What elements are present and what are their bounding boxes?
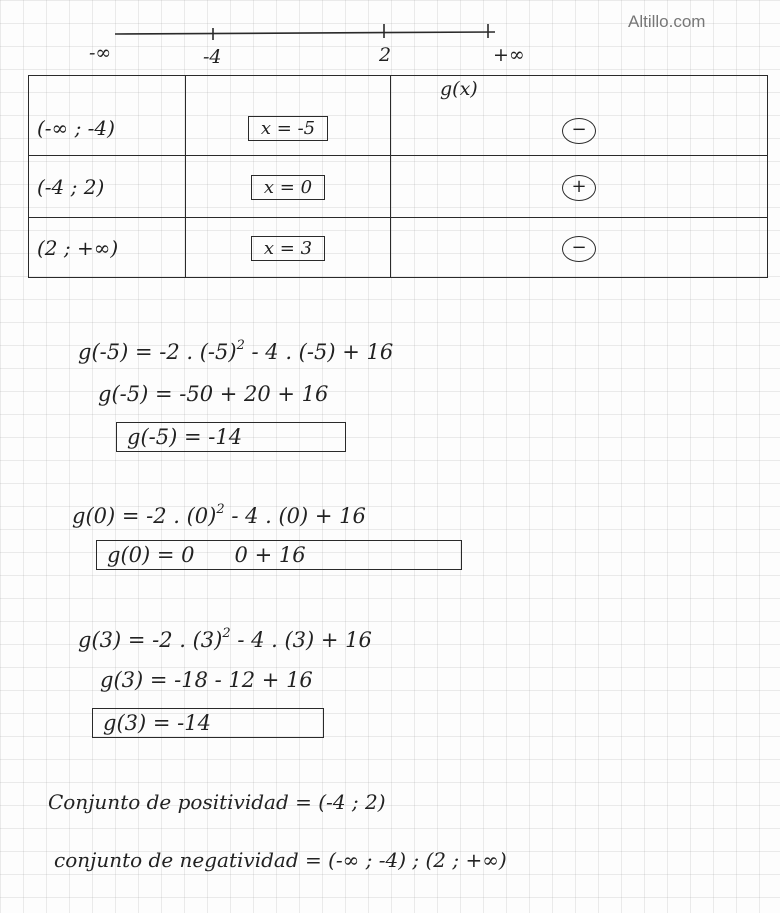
sign-table (28, 75, 768, 278)
result-box: g(3) = -14 (92, 708, 324, 738)
calc-expression: g(-5) = -2 . (-5) (78, 340, 237, 364)
interval-label: (-4 ; 2) (37, 174, 105, 199)
sign-cell (391, 218, 768, 278)
calc-line (72, 504, 366, 528)
calc-expression-rest: - 4 . (-5) + 16 (244, 340, 394, 364)
sign-symbol: + (562, 175, 596, 201)
calc-expression-rest: - 4 . (0) + 16 (224, 504, 366, 528)
exponent: 2 (216, 502, 225, 517)
test-value: x = 3 (251, 236, 325, 261)
tick-label: +∞ (493, 44, 525, 66)
interval-cell (29, 218, 186, 278)
number-line-axis (95, 10, 555, 50)
test-value: x = 0 (251, 175, 325, 200)
calc-expression: g(3) = -2 . (3) (78, 628, 223, 652)
tick-label: -4 (203, 46, 222, 68)
calc-line: g(3) = -18 - 12 + 16 (100, 668, 313, 692)
calc-line: g(-5) = -50 + 20 + 16 (98, 382, 329, 406)
table-row (29, 76, 768, 156)
test-value-cell (186, 218, 391, 278)
table-row (29, 218, 768, 278)
test-value-cell (186, 76, 391, 156)
sign-symbol: − (562, 118, 596, 144)
positivity-set: Conjunto de positividad = (-4 ; 2) (48, 790, 386, 814)
calc-line (78, 628, 372, 652)
number-line (89, 10, 555, 70)
interval-label: (2 ; +∞) (37, 235, 119, 260)
calc-expression-rest: - 4 . (3) + 16 (230, 628, 372, 652)
result-box: g(-5) = -14 (116, 422, 346, 452)
test-value-cell (186, 156, 391, 218)
interval-label: (-∞ ; -4) (37, 115, 115, 140)
tick-label: 2 (379, 44, 392, 66)
sign-symbol: − (562, 236, 596, 262)
interval-cell (29, 156, 186, 218)
result-box: g(0) = 0 0 + 16 (96, 540, 462, 570)
sign-cell (391, 156, 768, 218)
watermark: Altillo.com (628, 12, 706, 31)
calc-line (78, 340, 393, 364)
table-row (29, 156, 768, 218)
test-value: x = -5 (248, 116, 328, 141)
calc-expression: g(0) = -2 . (0) (72, 504, 217, 528)
tick-label: -∞ (89, 42, 112, 64)
sign-cell (391, 76, 768, 156)
negativity-set: conjunto de negatividad = (-∞ ; -4) ; (2 ; +∞) (54, 848, 507, 872)
interval-cell (29, 76, 186, 156)
table-column-header: g(x) (440, 78, 478, 100)
exponent: 2 (222, 626, 231, 641)
exponent: 2 (236, 338, 245, 353)
